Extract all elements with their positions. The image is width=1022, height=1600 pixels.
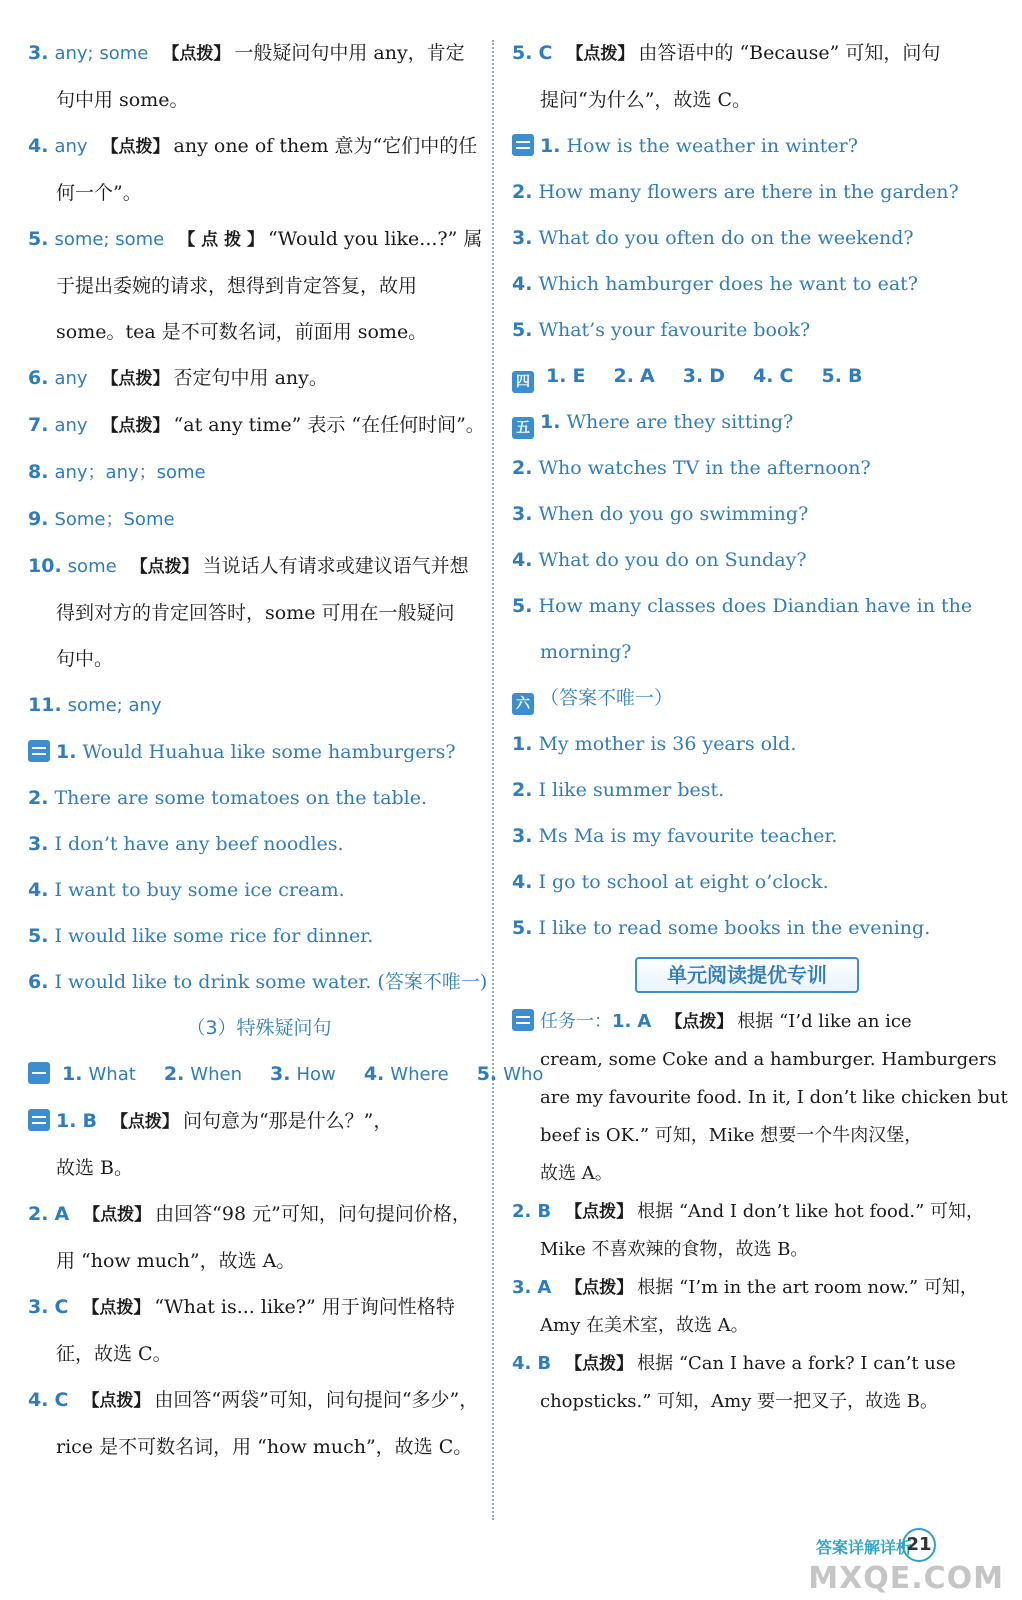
explanation: 由答语中的 “Because” 可知，问句 <box>638 42 941 64</box>
answer-text: What <box>88 1064 136 1085</box>
item-number: 2. <box>512 1201 532 1222</box>
watermark: MXQE.COM <box>808 1561 1004 1596</box>
explanation-cont: Amy 在美术室，故选 A。 <box>540 1315 749 1336</box>
footer-label: 答案详解详析 <box>815 1538 912 1557</box>
item-number: 4. <box>512 273 533 295</box>
item-number: 3. <box>28 42 49 64</box>
section-header <box>512 675 982 721</box>
answer-text: How many flowers are there in the garden? <box>538 181 959 203</box>
section-two-icon <box>28 740 50 762</box>
answer-item <box>28 821 490 867</box>
item-number: 2. <box>28 1203 49 1225</box>
explanation: “What is... like?” 用于询问性格特 <box>154 1296 455 1318</box>
answer-item <box>28 1098 490 1145</box>
item-number: 4. <box>28 879 49 901</box>
column-divider <box>492 40 494 1520</box>
answer-item <box>512 583 982 629</box>
answer-item <box>512 445 982 491</box>
answer-text: any <box>54 415 88 436</box>
hint-label: 【点拨】 <box>82 1298 151 1318</box>
answer-list <box>28 1051 544 1098</box>
explanation-cont: 句中。 <box>56 648 114 670</box>
answer-item <box>512 30 982 77</box>
section-five-icon: 五 <box>512 417 534 439</box>
answer-item <box>28 913 490 959</box>
answer-item <box>28 1284 490 1331</box>
explanation: 一般疑问句中用 any，肯定 <box>234 42 465 64</box>
hint-label: 【点拨】 <box>565 1202 634 1222</box>
answer-text: Where are they sitting? <box>566 411 794 433</box>
answer-text: What do you often do on the weekend? <box>538 227 914 249</box>
answer-text: Who watches TV in the afternoon? <box>538 457 871 479</box>
item-number: 1. <box>62 1063 83 1085</box>
item-number: 4. <box>753 365 774 387</box>
answer-item <box>28 959 490 1005</box>
answer-item <box>512 169 982 215</box>
hint-label: 【点拨】 <box>110 1112 179 1132</box>
explanation: any one of them 意为“它们中的任 <box>173 135 478 157</box>
answer-text: I like summer best. <box>538 779 725 801</box>
item-number: 5. <box>512 917 533 939</box>
answer-text: Where <box>390 1064 449 1085</box>
answer-item <box>28 682 490 729</box>
answer-text: D <box>709 365 725 387</box>
answer-text: I would like some rice for dinner. <box>54 925 374 947</box>
hint-label: 【点拨】 <box>665 1012 734 1032</box>
item-number: 4. <box>28 135 49 157</box>
answer-text: I like to read some books in the evening. <box>538 917 931 939</box>
hint-label: 【点拨】 <box>101 369 170 389</box>
item-number: 7. <box>28 414 49 436</box>
hint-label: 【点拨】 <box>565 1278 634 1298</box>
explanation-cont: 于提出委婉的请求，想得到肯定答复，故用 <box>56 275 418 297</box>
explanation-cont: Mike 不喜欢辣的食物，故选 B。 <box>540 1239 809 1260</box>
item-number: 9. <box>28 508 49 530</box>
answer-item <box>28 543 490 590</box>
explanation: 当说话人有请求或建议语气并想 <box>202 555 469 577</box>
item-number: 5. <box>28 228 49 250</box>
answer-item <box>512 399 982 445</box>
answer-text: B <box>82 1110 97 1132</box>
answer-text: I go to school at eight o’clock. <box>538 871 829 893</box>
answer-text: Would Huahua like some hamburgers? <box>82 741 456 763</box>
explanation: 根据 “I’d like an ice <box>737 1011 912 1032</box>
answer-item <box>28 1191 490 1238</box>
right-column <box>512 30 1008 1421</box>
answer-item <box>28 216 490 263</box>
answer-text: some <box>67 556 117 577</box>
item-number: 1. <box>56 741 77 763</box>
answer-text: There are some tomatoes on the table. <box>54 787 428 809</box>
answer-item <box>28 867 490 913</box>
answer-item <box>28 449 490 496</box>
item-number: 10. <box>28 555 62 577</box>
answer-list <box>512 353 982 399</box>
answer-text: A <box>54 1203 70 1225</box>
answer-text: any <box>54 136 88 157</box>
hint-label: 【点拨】 <box>130 557 199 577</box>
answer-text: I want to buy some ice cream. <box>54 879 345 901</box>
item-number: 6. <box>28 367 49 389</box>
answer-text: My mother is 36 years old. <box>538 733 797 755</box>
answer-text: When <box>190 1064 242 1085</box>
answer-item <box>512 1003 982 1041</box>
section-banner: 单元阅读提优专训 <box>635 957 859 993</box>
answer-item <box>512 537 982 583</box>
item-number: 4. <box>512 1353 532 1374</box>
answer-text: How many classes does Diandian have in the <box>538 595 973 617</box>
item-number: 8. <box>28 461 49 483</box>
explanation-cont: beef is OK.” 可知，Mike 想要一个牛肉汉堡， <box>540 1125 923 1146</box>
item-number: 5. <box>476 1063 498 1085</box>
answer-item <box>512 767 982 813</box>
item-number: 1. <box>540 135 561 157</box>
answer-item <box>512 1193 985 1231</box>
answer-item <box>28 355 490 402</box>
section-title: （3）特殊疑问句 <box>186 1017 332 1039</box>
explanation-cont: 征，故选 C。 <box>56 1343 172 1365</box>
explanation-cont: are my favourite food. In it, I don’t like chicken but <box>540 1087 1008 1108</box>
answer-text: I would like to drink some water. (答案不唯一) <box>54 971 488 993</box>
item-number: 4. <box>28 1389 49 1411</box>
answer-text: B <box>847 365 863 387</box>
left-column <box>28 30 544 1470</box>
item-number: 1. <box>56 1110 77 1132</box>
answer-item <box>512 215 982 261</box>
answer-text: any；any；some <box>54 462 206 483</box>
explanation: 由回答“98 元”可知，问句提问价格， <box>155 1203 471 1225</box>
item-number: 2. <box>512 181 533 203</box>
item-number: 5. <box>28 925 49 947</box>
explanation-cont: 用 “how much”，故选 A。 <box>56 1250 296 1272</box>
section-one-icon <box>28 1062 50 1084</box>
answer-text: some; some <box>54 229 165 250</box>
item-number: 2. <box>28 787 49 809</box>
item-number: 3. <box>512 1277 532 1298</box>
explanation-cont: 提问“为什么”，故选 C。 <box>540 89 752 111</box>
answer-text: When do you go swimming? <box>538 503 809 525</box>
item-number: 3. <box>28 1296 49 1318</box>
answer-text: A <box>537 1277 552 1298</box>
answer-text: Who <box>503 1064 544 1085</box>
answer-text: What’s your favourite book? <box>538 319 811 341</box>
hint-label: 【点拨】 <box>101 416 170 436</box>
answer-text: B <box>537 1353 552 1374</box>
answer-item <box>512 261 982 307</box>
hint-label: 【点拨】 <box>101 137 170 157</box>
answer-item <box>512 813 982 859</box>
item-number: 3. <box>512 825 533 847</box>
explanation-cont: chopsticks.” 可知，Amy 要一把叉子，故选 B。 <box>540 1391 939 1412</box>
answer-text: B <box>537 1201 552 1222</box>
explanation: 根据 “I’m in the art room now.” 可知， <box>637 1277 978 1298</box>
answer-text: C <box>54 1296 69 1318</box>
answer-item <box>28 1377 490 1424</box>
item-number: 1. <box>540 411 561 433</box>
answer-text: C <box>54 1389 69 1411</box>
answer-text-cont: morning? <box>540 641 632 663</box>
answer-text: What do you do on Sunday? <box>538 549 807 571</box>
answer-item <box>28 775 490 821</box>
answer-text: I don’t have any beef noodles. <box>54 833 344 855</box>
explanation: 根据 “Can I have a fork? I can’t use <box>637 1353 956 1374</box>
answer-item <box>512 1269 982 1307</box>
explanation-cont: rice 是不可数名词，用 “how much”，故选 C。 <box>56 1436 473 1458</box>
item-number: 2. <box>512 457 533 479</box>
item-number: 3. <box>682 365 704 387</box>
section-two-icon <box>28 1109 50 1131</box>
answer-text: C <box>538 42 553 64</box>
item-number: 3. <box>512 503 533 525</box>
item-number: 6. <box>28 971 49 993</box>
explanation-cont: some。tea 是不可数名词，前面用 some。 <box>56 321 428 343</box>
explanation: 问句意为“那是什么？”， <box>182 1110 393 1132</box>
answer-text: How <box>296 1064 336 1085</box>
answer-item <box>28 402 490 449</box>
item-number: 4. <box>512 871 533 893</box>
answer-item <box>512 905 982 951</box>
item-number: 4. <box>512 549 533 571</box>
item-number: 5. <box>512 42 533 64</box>
section-six-icon: 六 <box>512 693 534 715</box>
item-number: 11. <box>28 694 62 716</box>
explanation-cont: 故选 B。 <box>56 1157 134 1179</box>
answer-text: How is the weather in winter? <box>566 135 858 157</box>
answer-text: Some；Some <box>54 509 175 530</box>
explanation-cont: 故选 A。 <box>540 1163 613 1184</box>
hint-label: 【点拨】 <box>162 44 231 64</box>
item-number: 1. <box>546 365 567 387</box>
item-number: 5. <box>512 319 533 341</box>
explanation-cont: 得到对方的肯定回答时，some 可用在一般疑问 <box>56 602 455 624</box>
answer-text: E <box>572 365 586 387</box>
answer-item <box>512 1345 982 1383</box>
item-number: 3. <box>28 833 49 855</box>
answer-text: any; some <box>54 43 149 64</box>
answer-item <box>28 496 490 543</box>
answer-item <box>512 123 982 169</box>
answer-item <box>512 859 982 905</box>
answer-text: some; any <box>67 695 162 716</box>
hint-label: 【点拨】 <box>83 1205 152 1225</box>
item-number: 2. <box>613 365 634 387</box>
answer-item <box>28 123 490 170</box>
explanation-cont: 何一个”。 <box>56 182 142 204</box>
answer-text: Which hamburger does he want to eat? <box>538 273 918 295</box>
hint-label: 【点拨】 <box>82 1391 151 1411</box>
task-icon <box>512 1009 534 1031</box>
item-number: 3. <box>270 1063 291 1085</box>
answer-item <box>28 729 490 775</box>
item-number: 5. <box>512 595 533 617</box>
section-four-icon: 四 <box>512 371 534 393</box>
answer-item <box>512 721 982 767</box>
answer-text: Ms Ma is my favourite teacher. <box>538 825 838 847</box>
answer-text: any <box>54 368 88 389</box>
explanation: 否定句中用 any。 <box>173 367 328 389</box>
item-number: 2. <box>512 779 533 801</box>
section-three-icon <box>512 134 534 156</box>
explanation-cont: cream, some Coke and a hamburger. Hamburgers <box>540 1049 997 1070</box>
explanation: “Would you like...?” 属 <box>268 228 483 250</box>
explanation: 由回答“两袋”可知，问句提问“多少”， <box>154 1389 479 1411</box>
section-note: （答案不唯一） <box>540 687 674 709</box>
item-number: 1. <box>512 733 533 755</box>
page-number: 21 <box>902 1528 936 1562</box>
explanation: “at any time” 表示 “在任何时间”。 <box>173 414 485 436</box>
item-number: 4. <box>363 1063 385 1085</box>
answer-text: A <box>637 1011 652 1032</box>
item-number: 3. <box>512 227 533 249</box>
hint-label: 【点拨】 <box>566 44 635 64</box>
answer-item <box>512 491 982 537</box>
answer-text: C <box>779 365 794 387</box>
item-number: 2. <box>163 1063 185 1085</box>
item-number: 1. <box>612 1011 632 1032</box>
banner-row <box>512 957 982 1003</box>
task-label: 任务一： <box>540 1011 612 1032</box>
item-number: 5. <box>821 365 842 387</box>
answer-item <box>28 30 490 77</box>
answer-item <box>512 307 982 353</box>
explanation-cont: 句中用 some。 <box>56 89 189 111</box>
hint-label: 【 点 拨 】 <box>178 230 265 250</box>
hint-label: 【点拨】 <box>565 1354 634 1374</box>
explanation: 根据 “And I don’t like hot food.” 可知， <box>637 1201 985 1222</box>
answer-text: A <box>639 365 655 387</box>
